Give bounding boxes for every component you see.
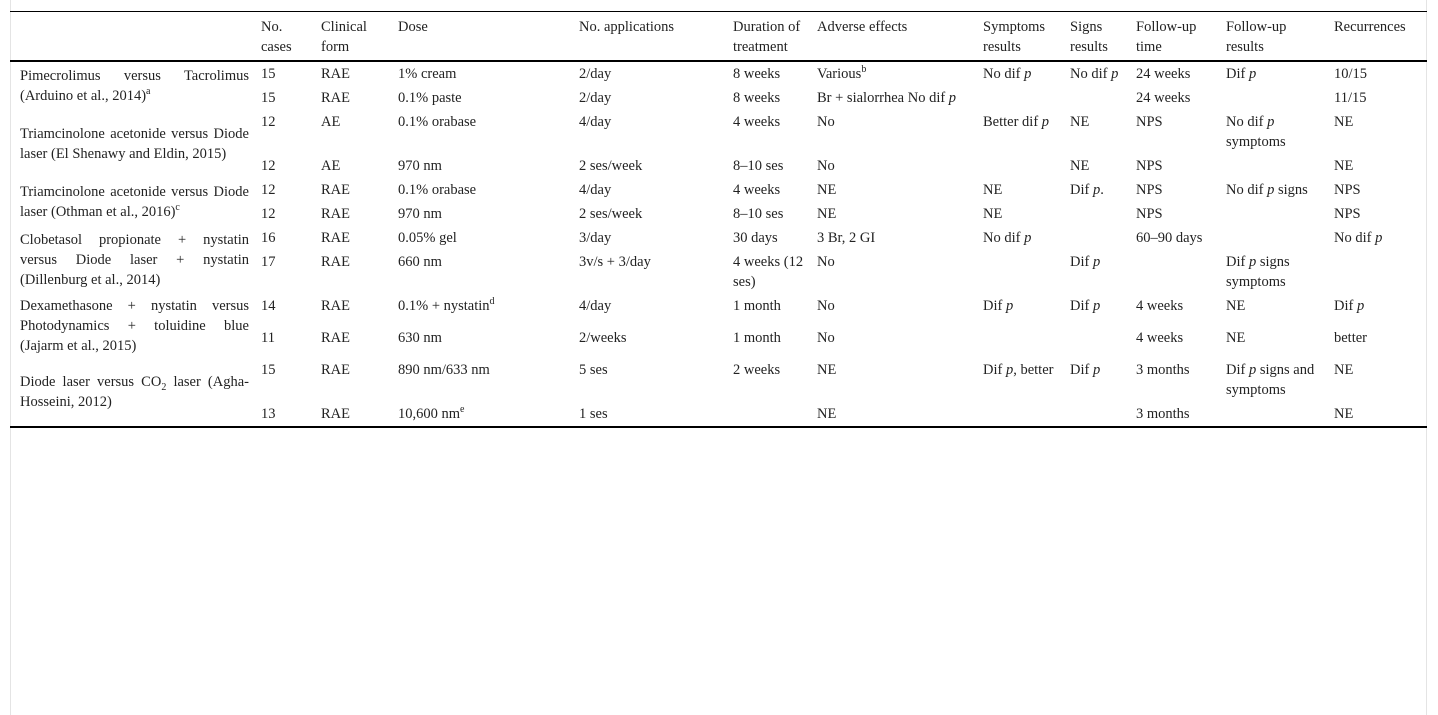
cell-follow-up-time: NPS bbox=[1136, 182, 1163, 198]
cell-follow-up-results: NE bbox=[1226, 330, 1246, 346]
study-cell: Pimecrolimus versus Tacrolimus (Arduino et al., 2014)$^a$ bbox=[20, 68, 249, 104]
cell-recurrences: 11/15 bbox=[1334, 90, 1367, 106]
cell-dose: 660 nm bbox=[398, 254, 442, 270]
cell-form: RAE bbox=[321, 406, 350, 422]
cell-follow-up-time: 4 weeks bbox=[1136, 330, 1184, 346]
cell-follow-up-time: 3 months bbox=[1136, 406, 1190, 422]
cell-recurrences: Dif p bbox=[1334, 298, 1365, 314]
cell-symptoms bbox=[977, 86, 1064, 110]
table-row bbox=[10, 178, 1427, 202]
cell-applications: 2 ses/week bbox=[579, 206, 643, 222]
cell-cases: 13 bbox=[261, 406, 276, 422]
cell-adverse: NE bbox=[817, 362, 837, 378]
header-cases: No. cases bbox=[261, 19, 292, 55]
header-symptoms-results: Symptoms results bbox=[983, 19, 1046, 55]
cell-dose: 10,600 $nm^e$ bbox=[398, 404, 465, 422]
cell-signs bbox=[1064, 326, 1130, 358]
cell-follow-up-results bbox=[1220, 402, 1328, 427]
cell-applications: 4/day bbox=[579, 182, 612, 198]
cell-symptoms: No dif p bbox=[983, 230, 1032, 246]
cell-cases: 17 bbox=[261, 254, 276, 270]
cell-cases: 11 bbox=[261, 330, 275, 346]
cell-symptoms bbox=[977, 402, 1064, 427]
table-row bbox=[10, 226, 1427, 250]
cell-follow-up-time: 4 weeks bbox=[1136, 298, 1184, 314]
study-cell: Diode laser versus $CO_2$ laser (Agha-Hosseini, 2012) bbox=[20, 374, 249, 410]
cell-symptoms: Dif p, better bbox=[983, 362, 1054, 378]
cell-symptoms bbox=[977, 154, 1064, 178]
cell-recurrences: NE bbox=[1334, 158, 1354, 174]
cell-dose: 0.1% + nystatin$^d$ bbox=[398, 296, 495, 314]
cell-follow-up-results: Dif p signs symptoms bbox=[1226, 254, 1290, 290]
cell-adverse: 3 Br, 2 GI bbox=[817, 230, 876, 246]
cell-dose: 0.1% paste bbox=[398, 90, 462, 106]
cell-cases: 15 bbox=[261, 66, 276, 82]
study-cell: Triamcinolone acetonide versus Diode laser (El Shenawy and Eldin, 2015) bbox=[20, 126, 249, 162]
cell-applications: 1 ses bbox=[579, 406, 608, 422]
cell-symptoms: Dif p bbox=[983, 298, 1014, 314]
cell-form: RAE bbox=[321, 330, 350, 346]
cell-signs: Dif p bbox=[1070, 362, 1101, 378]
cell-symptoms: No dif p bbox=[983, 66, 1032, 82]
cell-signs: NE bbox=[1070, 158, 1090, 174]
cell-dose: 0.05% gel bbox=[398, 230, 457, 246]
study-cell: Triamcinolone acetonide versus Diode laser (Othman et al., 2016)$^c$ bbox=[20, 184, 249, 220]
cell-follow-up-results bbox=[1220, 154, 1328, 178]
cell-recurrences: 10/15 bbox=[1334, 66, 1368, 82]
header-dose: Dose bbox=[398, 19, 428, 35]
header-study bbox=[10, 12, 255, 62]
cell-cases: 14 bbox=[261, 298, 276, 314]
cell-form: RAE bbox=[321, 182, 350, 198]
cell-recurrences: NE bbox=[1334, 406, 1354, 422]
header-duration: Duration of treatment bbox=[733, 19, 801, 55]
header-recurrences: Recurrences bbox=[1334, 19, 1406, 35]
cell-recurrences: NE bbox=[1334, 362, 1354, 378]
cell-duration: 4 weeks (12 ses) bbox=[733, 254, 804, 290]
cell-follow-up-results: NE bbox=[1226, 298, 1246, 314]
cell-adverse: NE bbox=[817, 406, 837, 422]
cell-applications: 3/day bbox=[579, 230, 612, 246]
cell-follow-up-results bbox=[1220, 86, 1328, 110]
cell-follow-up-results bbox=[1220, 226, 1328, 250]
cell-dose: 890 nm/633 nm bbox=[398, 362, 490, 378]
cell-adverse: No bbox=[817, 298, 835, 314]
cell-cases: 12 bbox=[261, 158, 276, 174]
cell-form: RAE bbox=[321, 90, 350, 106]
cell-applications: 2 ses/week bbox=[579, 158, 643, 174]
cell-form: RAE bbox=[321, 254, 350, 270]
cell-form: RAE bbox=[321, 66, 350, 82]
header-applications: No. applications bbox=[579, 19, 675, 35]
cell-symptoms: NE bbox=[983, 182, 1003, 198]
cell-cases: 12 bbox=[261, 114, 276, 130]
cell-cases: 12 bbox=[261, 182, 276, 198]
cell-symptoms: NE bbox=[983, 206, 1003, 222]
cell-adverse: Br + sialorrhea No dif p bbox=[817, 90, 957, 106]
cell-applications: 4/day bbox=[579, 298, 612, 314]
comparison-table bbox=[10, 11, 1427, 428]
cell-adverse: NE bbox=[817, 182, 837, 198]
cell-duration: 4 weeks bbox=[733, 114, 781, 130]
cell-dose: 0.1% orabase bbox=[398, 114, 477, 130]
study-cell: Clobetasol propionate + nystatin versus Diode laser + nystatin (Dillenburg et al., 2014) bbox=[20, 232, 249, 288]
cell-follow-up-time: 3 months bbox=[1136, 362, 1190, 378]
cell-follow-up-time: NPS bbox=[1136, 114, 1163, 130]
cell-applications: 4/day bbox=[579, 114, 612, 130]
header-follow-up-results: Follow-up results bbox=[1226, 19, 1287, 55]
cell-dose: 970 nm bbox=[398, 206, 442, 222]
cell-form: RAE bbox=[321, 206, 350, 222]
cell-follow-up-time: 24 weeks bbox=[1136, 90, 1191, 106]
cell-recurrences: No dif p bbox=[1334, 230, 1383, 246]
cell-form: AE bbox=[321, 114, 341, 130]
cell-cases: 15 bbox=[261, 90, 276, 106]
cell-adverse: No bbox=[817, 330, 835, 346]
cell-duration: 30 days bbox=[733, 230, 778, 246]
cell-signs: Dif p bbox=[1070, 254, 1101, 270]
cell-recurrences: better bbox=[1334, 330, 1368, 346]
cell-form: AE bbox=[321, 158, 341, 174]
cell-form: RAE bbox=[321, 362, 350, 378]
cell-dose: 0.1% orabase bbox=[398, 182, 477, 198]
header-adverse-effects: Adverse effects bbox=[817, 19, 908, 35]
cell-follow-up-results: Dif p bbox=[1226, 66, 1257, 82]
cell-duration: 1 month bbox=[733, 298, 781, 314]
table-row bbox=[10, 61, 1427, 86]
cell-dose: 630 nm bbox=[398, 330, 442, 346]
cell-form: RAE bbox=[321, 230, 350, 246]
cell-cases: 12 bbox=[261, 206, 276, 222]
cell-adverse: No bbox=[817, 254, 835, 270]
cell-follow-up-time: NPS bbox=[1136, 206, 1163, 222]
cell-follow-up-time: NPS bbox=[1136, 158, 1163, 174]
cell-signs bbox=[1064, 202, 1130, 226]
cell-follow-up-time bbox=[1130, 250, 1220, 294]
cell-applications: 5 ses bbox=[579, 362, 608, 378]
cell-dose: 1% cream bbox=[398, 66, 457, 82]
header-clinical-form: Clinical form bbox=[321, 19, 367, 55]
cell-form: RAE bbox=[321, 298, 350, 314]
cell-adverse: NE bbox=[817, 206, 837, 222]
cell-duration: 2 weeks bbox=[733, 362, 781, 378]
cell-duration: 1 month bbox=[733, 330, 781, 346]
cell-signs: NE bbox=[1070, 114, 1090, 130]
cell-signs bbox=[1064, 402, 1130, 427]
cell-recurrences: NPS bbox=[1334, 206, 1361, 222]
header-follow-up-time: Follow-up time bbox=[1136, 19, 1197, 55]
cell-cases: 16 bbox=[261, 230, 276, 246]
cell-signs bbox=[1064, 86, 1130, 110]
cell-follow-up-results: No dif p signs bbox=[1226, 182, 1308, 198]
cell-signs: Dif p bbox=[1070, 298, 1101, 314]
study-cell: Dexamethasone + nystatin versus Photodynamics + toluidine blue (Jajarm et al., 2015) bbox=[20, 298, 249, 354]
cell-applications: 3v/s + 3/day bbox=[579, 254, 651, 270]
cell-symptoms bbox=[977, 326, 1064, 358]
cell-recurrences: NPS bbox=[1334, 182, 1361, 198]
cell-applications: 2/day bbox=[579, 90, 612, 106]
cell-signs: No dif p bbox=[1070, 66, 1119, 82]
cell-follow-up-results: No dif p symptoms bbox=[1226, 114, 1286, 150]
cell-cases: 15 bbox=[261, 362, 276, 378]
cell-adverse: No bbox=[817, 114, 835, 130]
cell-signs: Dif p. bbox=[1070, 182, 1104, 198]
cell-follow-up-time: 60–90 days bbox=[1136, 230, 1203, 246]
table-row bbox=[10, 294, 1427, 326]
cell-follow-up-results: Dif p signs and symptoms bbox=[1226, 362, 1315, 398]
table-row bbox=[10, 110, 1427, 154]
cell-follow-up-results bbox=[1220, 202, 1328, 226]
cell-duration: 8–10 ses bbox=[733, 158, 784, 174]
cell-recurrences bbox=[1328, 250, 1427, 294]
cell-follow-up-time: 24 weeks bbox=[1136, 66, 1191, 82]
cell-applications: 2/weeks bbox=[579, 330, 627, 346]
header-signs-results: Signs results bbox=[1070, 19, 1108, 55]
cell-duration: 4 weeks bbox=[733, 182, 781, 198]
table-row bbox=[10, 358, 1427, 402]
cell-applications: 2/day bbox=[579, 66, 612, 82]
cell-symptoms: Better dif p bbox=[983, 114, 1050, 130]
cell-duration bbox=[727, 402, 811, 427]
cell-dose: 970 nm bbox=[398, 158, 442, 174]
cell-signs bbox=[1064, 226, 1130, 250]
cell-recurrences: NE bbox=[1334, 114, 1354, 130]
cell-duration: 8 weeks bbox=[733, 66, 781, 82]
cell-adverse: Various$^b$ bbox=[817, 64, 867, 82]
cell-duration: 8–10 ses bbox=[733, 206, 784, 222]
header-row bbox=[10, 12, 1427, 62]
cell-symptoms bbox=[977, 250, 1064, 294]
cell-adverse: No bbox=[817, 158, 835, 174]
cell-duration: 8 weeks bbox=[733, 90, 781, 106]
